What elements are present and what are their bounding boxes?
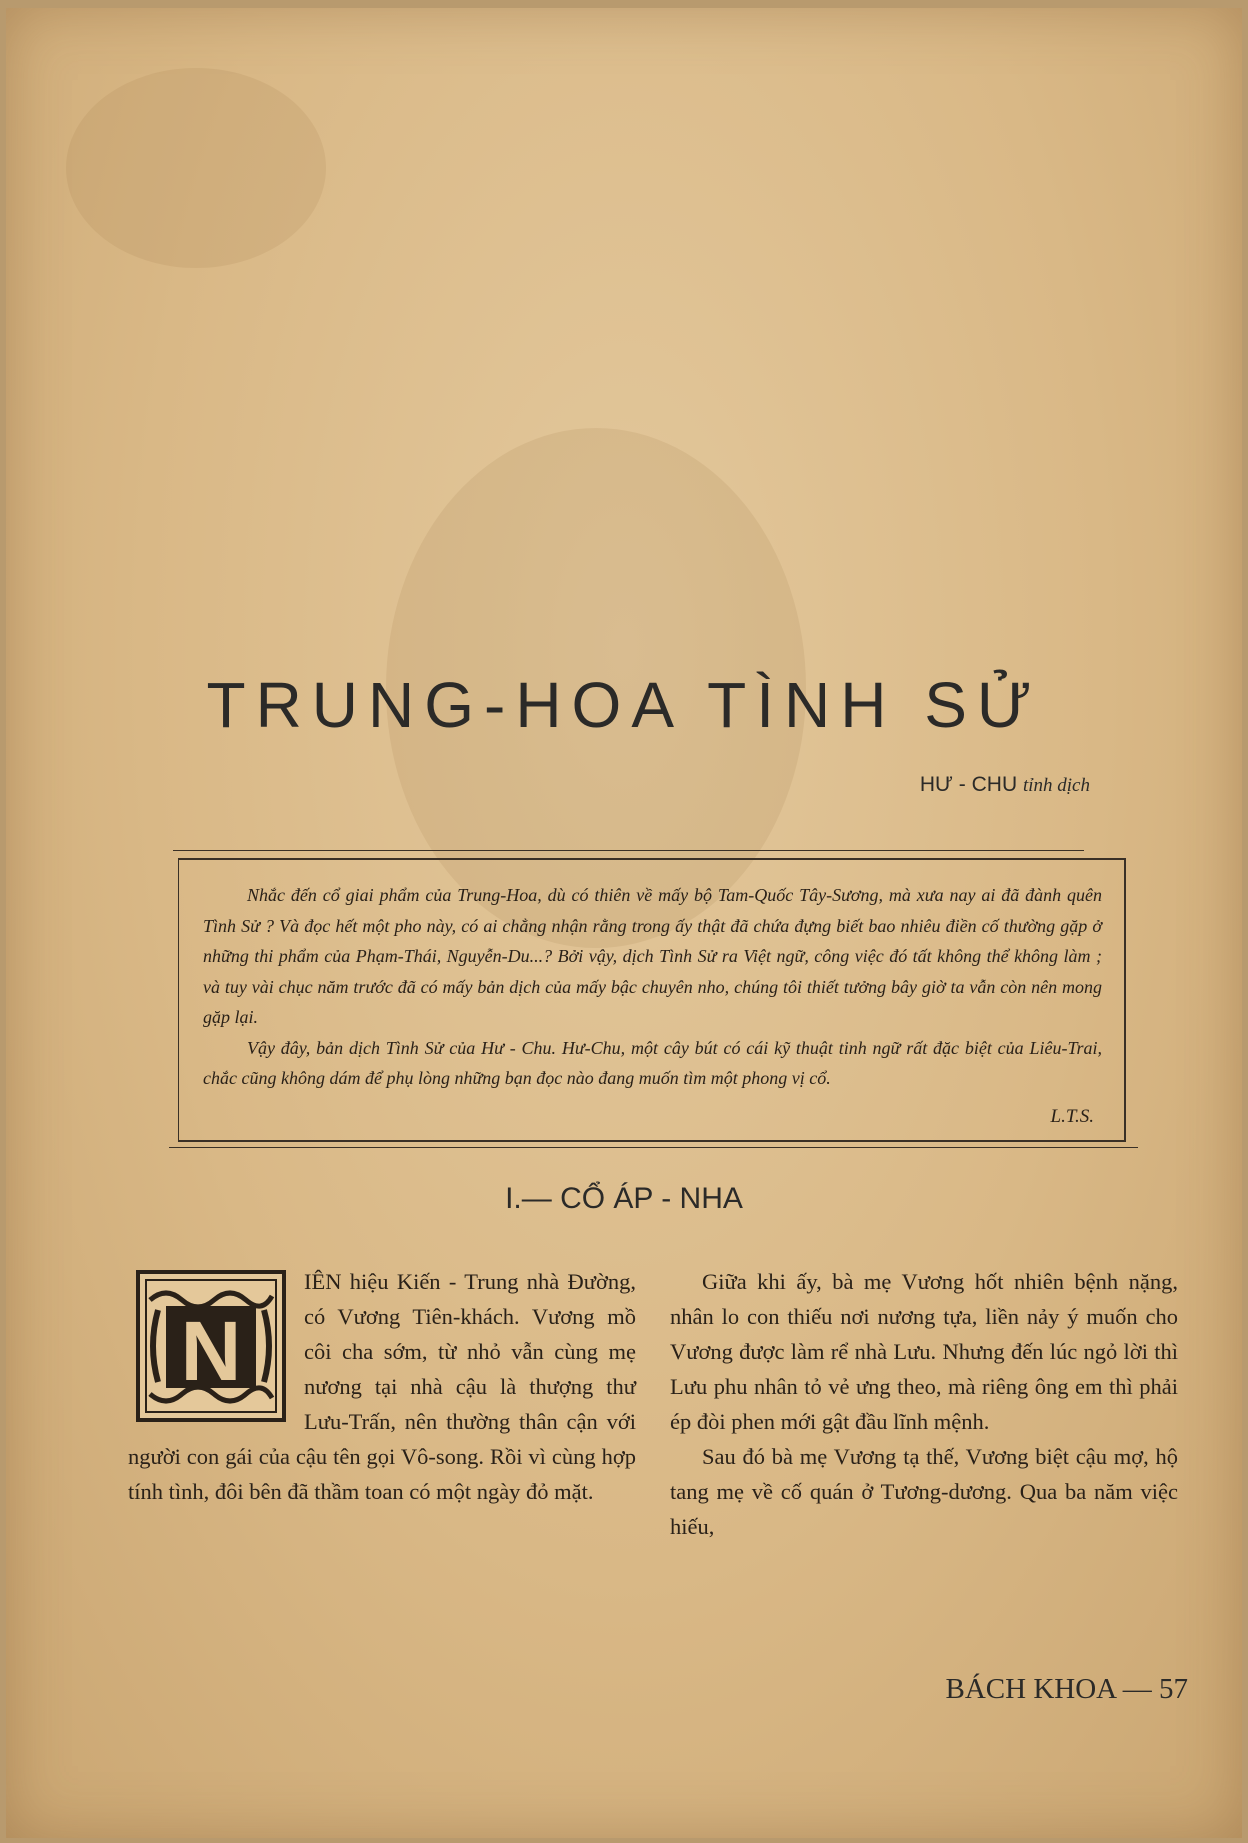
editor-note-box [178,858,1126,1142]
body-paragraph: IÊN hiệu Kiến - Trung nhà Đường, có Vương Tiên-khách. Vương mồ côi cha sớm, từ nhỏ vẫn cùng mẹ nương tại nhà cậu là thượng thư Lưu-Trấn, nên thường thân cận với người con gái của cậu tên gọi Vô-song. Rồi vì cùng hợp tính tình, đôi bên đã thầm toan có một ngày đỏ mặt. [128,1269,636,1504]
page-footer-line [946,1673,1189,1706]
translator-role: tỉnh dịch [1022,775,1090,796]
body-column-left [128,1264,636,1509]
editor-note-paragraph: Nhắc đến cổ giai phẩm của Trung-Hoa, dù có thiên về mấy bộ Tam-Quốc Tây-Sương, mà xưa nay ai đã đành quên Tình Sử ? Và đọc hết một pho này, có ai chẳng nhận rằng trong ấy thật đã chứa đựng biết bao nhiêu điền cố thường gặp ở những thi phẩm của Phạm-Thái, Nguyễn-Du...? Bởi vậy, dịch Tình Sử ra Việt ngữ, công việc đó tất không thể không làm ; và tuy vài chục năm trước đã có mấy bản dịch của mấy bậc chuyên nho, chúng tôi thiết tưởng bây giờ ta vẫn còn nên mong gặp lại. [203,885,1102,1027]
editor-note-signature: L.T.S. [1050,1106,1094,1127]
magazine-page [6,8,1242,1838]
translator-credit [920,773,1090,797]
section-heading: I.— CỔ ÁP - NHA [505,1182,743,1215]
article-title: TRUNG-HOA TÌNH SỬ [206,669,1042,741]
translator-name: HƯ - CHU [919,773,1018,796]
dropcap-ornament [136,1270,286,1422]
page-number: 57 [1159,1673,1188,1705]
editor-note-paragraph-2: Vậy đây, bản dịch Tình Sử của Hư - Chu. Hư-Chu, một cây bút có cái kỹ thuật tinh ngữ rất đặc biệt của Liêu-Trai, chắc cũng không dám để phụ lòng những bạn đọc nào đang muốn tìm một phong vị cổ. [203,1037,1102,1088]
paper-stain [66,68,326,268]
divider [173,850,1084,851]
dropcap-letter: N [180,1304,242,1398]
magazine-name: BÁCH KHOA [945,1673,1116,1705]
footer-separator: — [1122,1673,1152,1705]
body-paragraph: Giữa khi ấy, bà mẹ Vương hốt nhiên bệnh nặng, nhân lo con thiếu nơi nương tựa, liền nảy ý muốn cho Vương được làm rể nhà Lưu. Nhưng đến lúc ngỏ lời thì Lưu phu nhân tỏ vẻ ưng theo, mà riêng ông em thì phải ép đòi phen mới gật đầu lĩnh mệnh. [670,1269,1178,1434]
body-paragraph: Sau đó bà mẹ Vương tạ thế, Vương biệt cậu mợ, hộ tang mẹ về cố quán ở Tương-dương. Qua ba năm việc hiếu, [670,1444,1178,1539]
divider [169,1147,1138,1148]
body-column-right [670,1264,1178,1544]
